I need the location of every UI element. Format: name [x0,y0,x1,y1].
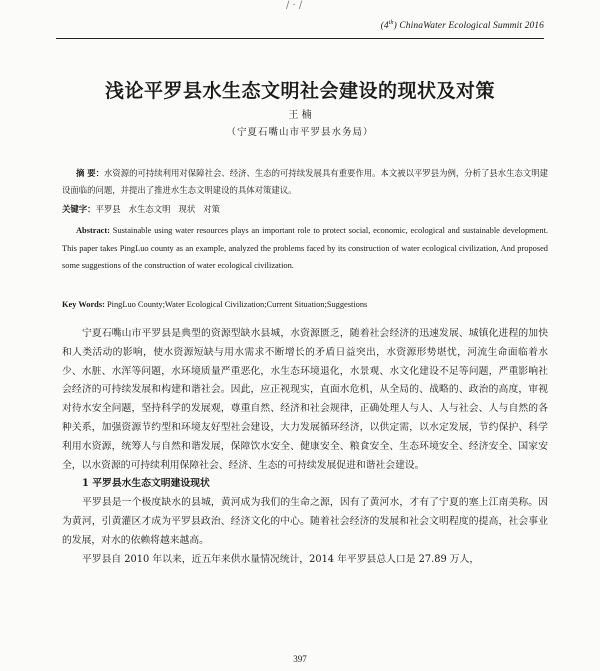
keyword-item: 水生态文明 [128,204,171,214]
header-superscript: th [388,20,394,26]
section-heading: 1 平罗县水生态文明建设现状 [82,478,210,490]
header-suffix: ) ChinaWater Ecological Summit 2016 [393,21,544,32]
keywords-chinese [62,203,548,215]
header-prefix: (4 [380,21,389,32]
keywords-english-label: Key Words: [62,300,105,309]
abstract-english-text: Sustainable using water resources plays an important role to protect social, economic, ecological and sustainable development. This paper takes PingLuo county as an example, analyzed the problems faced by its construction of water ecological civilization, And proposed some suggestions of the construction of water ecological civilization. [62,226,549,271]
running-header [381,20,544,31]
keyword-item: 平罗县 [95,204,121,214]
paper-title: 浅论平罗县水生态文明社会建设的现状及对策 [104,80,495,102]
body-paragraph: 平罗县自 2010 年以来，近五年来供水量情况统计，2014 年平罗县总人口是 27.89 万人， [82,553,480,565]
abstract-chinese-label: 摘 要： [76,168,105,178]
keyword-item: 现状 [178,204,196,214]
author: 王 楠 [288,110,312,121]
abstract-chinese [62,165,548,199]
keywords-english [62,300,548,309]
body-paragraph: 平罗县是一个极度缺水的县城，黄河成为我们的生命之源，因有了黄河水，才有了宁夏的塞上江南美称。因为黄河，引黄灌区才成为平罗县政治、经济文化的中心。随着社会经济的发展和社会文明程度的提高，社会事业的发展，对水的依赖将越来越高。 [62,497,548,546]
keywords-chinese-label: 关键字： [62,204,96,214]
scan-artifact: / · / [286,0,303,11]
abstract-english-label: Abstract: [76,226,110,235]
header-rule [56,38,544,39]
abstract-english [62,222,548,275]
body-text [62,325,548,569]
keyword-item: 对策 [203,204,220,214]
abstract-chinese-text: 水资源的可持续利用对保障社会、经济、生态的可持续发展具有重要作用。本文被以平罗县为例，分析了县水生态文明建设面临的问题，并提出了推进水生态文明建设的具体对策建议。 [62,168,548,195]
page-number: 397 [293,654,307,664]
intro-paragraph: 宁夏石嘴山市平罗县是典型的资源型缺水县城，水资源匮乏，随着社会经济的迅速发展、城镇化进程的加快和人类活动的影响，使水资源短缺与用水需求不断增长的矛盾日益突出，水资源形势堪忧，河流生命面临着水少、水脏、水浑等问题，水环境质量严重恶化，水生态环境退化，水景观、水文化建设不足等问题，严重影响社会经济的可持续发展和构建和谐社会。因此，应正视现实，直面水危机，从全局的、战略的、政治的高度，审视对待水安全问题，坚持科学的发展观，尊重自然、经济和社会规律，正确处理人与人、人与社会、人与自然的各种关系，加强资源节约型和环境友好型社会建设，大力发展循环经济，以供定需，以水定发展，节约保护、科学利用水资源，统筹人与自然和谐发展，保障饮水安全、健康安全、粮食安全、生态环境安全、经济安全、国家安全，以水资源的可持续利用保障社会、经济、生态的可持续发展促进和谐社会建设。 [62,328,548,471]
keywords-english-text: PingLuo County;Water Ecological Civilization;Current Situation;Suggestions [106,300,368,309]
affiliation: （宁夏石嘴山市平罗县水务局） [226,127,374,138]
